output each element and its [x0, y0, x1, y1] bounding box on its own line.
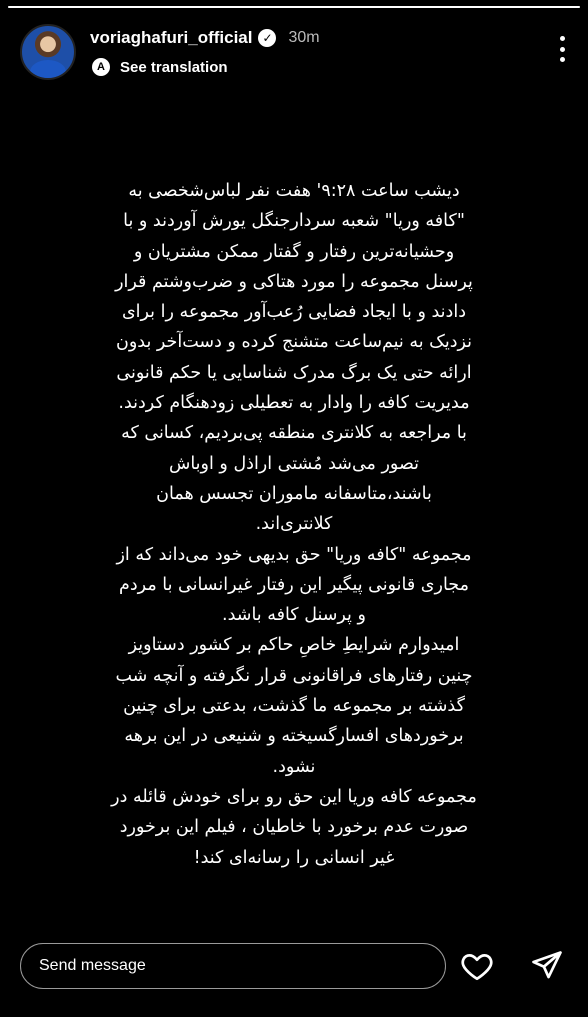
story-text-line: مدیریت کافه را وادار به تعطیلی زودهنگام کردند. [118, 393, 470, 414]
story-text-line: برخوردهای افسارگسیخته و شنیعی در این برهه [124, 726, 464, 747]
story-text-line: نزدیک به نیم‌ساعت متشنج کرده و دست‌آخر بدون [115, 332, 473, 353]
verified-badge-icon: ✓ [258, 29, 276, 47]
story-text-line: دیشب ساعت ۹:۲۸' هفت نفر لباس‌شخصی به [128, 181, 460, 201]
story-text-line: باشند،متاسفانه ماموران تجسس همان [156, 483, 432, 504]
story-text-line: پرسنل مجموعه را مورد هتاکی و ضرب‌وشتم قرار [115, 271, 473, 292]
story-text-line: و پرسنل کافه باشد. [222, 605, 366, 626]
story-text-line: مجموعه "کافه وریا" حق بدیهی خود می‌داند که از [116, 544, 472, 565]
avatar[interactable] [20, 24, 76, 80]
story-text-line: غیر انسانی را رسانه‌ای کند! [193, 847, 395, 868]
story-text-line: کلانتری‌اند. [255, 514, 333, 535]
username-row [90, 28, 320, 48]
story-text-line: وحشیانه‌ترین رفتار و گفتار ممکن مشتریان و [133, 241, 455, 262]
story-text-line: گذشته بر مجموعه ما گذشت، بدعتی برای چنین [123, 696, 465, 717]
story-text [40, 176, 548, 873]
send-message-input[interactable] [20, 943, 446, 989]
story-text-line: ارائه حتی یک برگ مدرک شناسایی یا حکم قانونی [116, 362, 472, 383]
see-translation-label: See translation [120, 58, 228, 76]
more-vertical-icon[interactable] [560, 36, 566, 62]
story-footer [14, 943, 574, 1009]
more-dot [560, 36, 565, 41]
heart-icon[interactable] [460, 949, 494, 983]
story-text-line: مجاری قانونی پیگیر این رفتار غیرانسانی با مردم [119, 574, 469, 595]
more-dot [560, 47, 565, 52]
more-dot [560, 57, 565, 62]
story-text-line: صورت عدم برخورد با خاطیان ، فیلم این برخورد [119, 817, 469, 838]
post-time: 30m [288, 29, 320, 46]
send-icon[interactable] [530, 949, 564, 983]
story-text-line: تصور می‌شد مُشتی اراذل و اوباش [168, 453, 420, 474]
story-text-line: با مراجعه به کلانتری منطقه پی‌بردیم، کسانی که [121, 423, 467, 444]
story-progress-fill [8, 6, 580, 8]
send-message-placeholder: Send message [39, 957, 146, 974]
story-header [20, 24, 568, 84]
story-text-line: امیدوارم شرایطِ خاصِ حاکم بر کشور دستاویز [128, 635, 460, 656]
username[interactable]: voriaghafuri_official [90, 28, 253, 47]
story-text-line: چنین رفتارهای فراقانونی قرار نگرفته و آنچه شب [115, 665, 473, 686]
story-text-line: دادند و با ایجاد فضایی رُعب‌آور مجموعه را برای [121, 302, 467, 323]
story-text-line: "کافه وریا" شعبه سردارجنگل یورش آوردند و با [123, 211, 465, 232]
translate-icon: A [92, 58, 110, 76]
story-text-line: مجموعه کافه وریا این حق رو برای خودش قائله در [111, 786, 477, 807]
story-text-line: نشود. [272, 756, 316, 777]
story-progress-bar [8, 6, 580, 8]
see-translation-button[interactable] [92, 58, 228, 76]
